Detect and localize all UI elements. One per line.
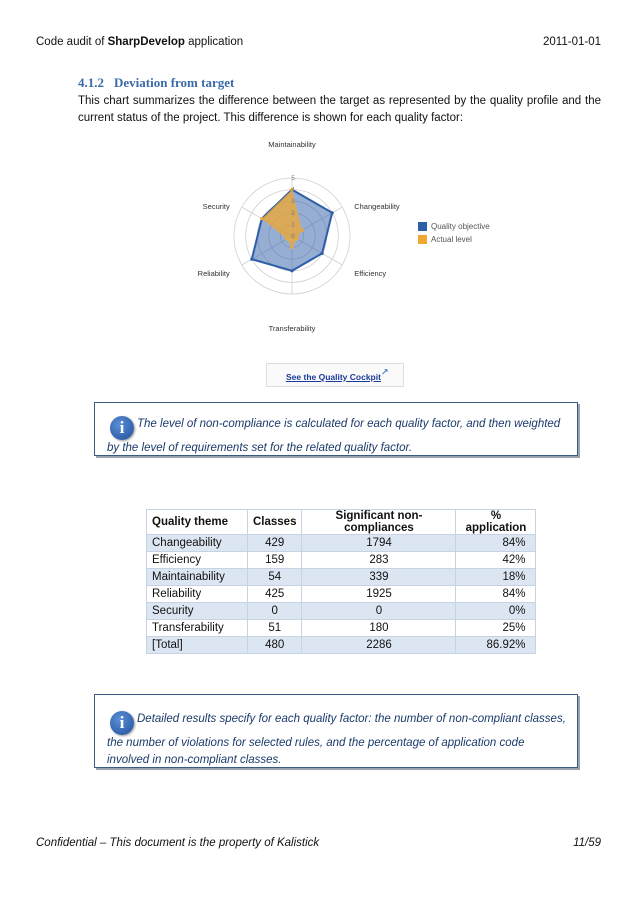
table-cell: 283 bbox=[302, 552, 456, 569]
table-cell: Changeability bbox=[147, 535, 248, 552]
radar-chart-svg bbox=[190, 132, 420, 337]
tick-label: 3 bbox=[291, 199, 295, 206]
table-cell: 42% bbox=[456, 552, 536, 569]
tick-label: 2 bbox=[291, 210, 295, 217]
series-point bbox=[260, 217, 263, 220]
quality-table bbox=[146, 509, 536, 654]
section-intro: This chart summarizes the difference between the target as represented by the quality profile and the current status of the project. This difference is shown for each quality factor: bbox=[78, 95, 601, 124]
series-point bbox=[300, 229, 303, 232]
table-row bbox=[147, 620, 536, 637]
table-cell: 429 bbox=[248, 535, 302, 552]
table-cell: 84% bbox=[456, 535, 536, 552]
table-cell: 1794 bbox=[302, 535, 456, 552]
quality-cockpit-link-box[interactable] bbox=[266, 363, 404, 387]
table-body bbox=[147, 535, 536, 654]
section-title: Deviation from target bbox=[114, 75, 235, 90]
tick-label: 5 bbox=[291, 176, 295, 182]
info-icon: i bbox=[110, 416, 134, 440]
header-app-name: SharpDevelop bbox=[107, 36, 185, 48]
legend-swatch-actual bbox=[418, 235, 427, 244]
table-cell: 159 bbox=[248, 552, 302, 569]
legend-item-actual: Actual level bbox=[418, 233, 490, 246]
section-heading bbox=[78, 75, 234, 91]
table-cell: 425 bbox=[248, 586, 302, 603]
col-header-application: % application bbox=[456, 510, 536, 535]
info-icon: i bbox=[110, 711, 134, 735]
col-header-noncompliances: Significant non-compliances bbox=[302, 510, 456, 535]
table-row bbox=[147, 586, 536, 603]
table-cell: 18% bbox=[456, 569, 536, 586]
note-text: The level of non-compliance is calculated for each quality factor, and then weighted by the level of requirements set for the related quality factor. bbox=[107, 418, 561, 454]
table-cell: 2286 bbox=[302, 637, 456, 654]
table-row bbox=[147, 637, 536, 654]
series-point bbox=[295, 237, 298, 240]
col-header-classes: Classes bbox=[248, 510, 302, 535]
legend-swatch-objective bbox=[418, 222, 427, 231]
series-point bbox=[290, 269, 293, 272]
table-row bbox=[147, 535, 536, 552]
table-cell: 25% bbox=[456, 620, 536, 637]
footer-confidential: Confidential – This document is the property of Kalistick bbox=[36, 837, 320, 849]
series-point bbox=[331, 211, 334, 214]
radar-chart bbox=[190, 132, 520, 337]
table-cell: 86.92% bbox=[456, 637, 536, 654]
header-title: Code audit of SharpDevelop application bbox=[36, 36, 244, 48]
header-date: 2011-01-01 bbox=[543, 36, 601, 48]
table-cell: 180 bbox=[302, 620, 456, 637]
chart-legend bbox=[418, 220, 490, 246]
table-cell: 0 bbox=[302, 603, 456, 620]
table-row bbox=[147, 552, 536, 569]
table-cell: 54 bbox=[248, 569, 302, 586]
quality-cockpit-link[interactable]: See the Quality Cockpit bbox=[286, 372, 381, 382]
series-point bbox=[321, 252, 324, 255]
table-cell: 84% bbox=[456, 586, 536, 603]
table-cell: Security bbox=[147, 603, 248, 620]
table-cell: Transferability bbox=[147, 620, 248, 637]
section-number: 4.1.2 bbox=[78, 75, 104, 90]
axis-label: Reliability bbox=[197, 269, 230, 278]
table-cell: 339 bbox=[302, 569, 456, 586]
table-cell: 0 bbox=[248, 603, 302, 620]
table-row bbox=[147, 569, 536, 586]
table-cell: 480 bbox=[248, 637, 302, 654]
external-link-icon[interactable]: ↗ bbox=[381, 367, 389, 377]
table-header-row bbox=[147, 510, 536, 535]
legend-item-objective: Quality objective bbox=[418, 220, 490, 233]
info-note-compliance bbox=[94, 402, 578, 456]
table-row bbox=[147, 603, 536, 620]
page-header bbox=[36, 36, 601, 48]
axis-label: Changeability bbox=[354, 202, 400, 211]
axis-label: Efficiency bbox=[354, 269, 387, 278]
tick-label: 1 bbox=[291, 222, 295, 229]
col-header-theme: Quality theme bbox=[147, 510, 248, 535]
page-footer bbox=[36, 837, 601, 849]
series-point bbox=[290, 246, 293, 249]
axis-label: Maintainability bbox=[268, 140, 316, 149]
table-cell: 1925 bbox=[302, 586, 456, 603]
table-cell: Reliability bbox=[147, 586, 248, 603]
table-cell: 51 bbox=[248, 620, 302, 637]
page-number: 11/59 bbox=[573, 837, 601, 849]
table-cell: Efficiency bbox=[147, 552, 248, 569]
tick-label: 0 bbox=[291, 234, 295, 240]
tick-label: 4 bbox=[291, 187, 295, 194]
series-point bbox=[285, 237, 288, 240]
table-cell: Maintainability bbox=[147, 569, 248, 586]
table-cell: [Total] bbox=[147, 637, 248, 654]
axis-label: Security bbox=[202, 202, 230, 211]
series-point bbox=[250, 258, 253, 261]
table-cell: 0% bbox=[456, 603, 536, 620]
info-note-details bbox=[94, 694, 578, 768]
axis-label: Transferability bbox=[268, 324, 316, 333]
note-text: Detailed results specify for each quality factor: the number of non-compliant classes, the number of violations for selected rules, and the percentage of application code involved in non-compliant classes. bbox=[107, 713, 566, 766]
